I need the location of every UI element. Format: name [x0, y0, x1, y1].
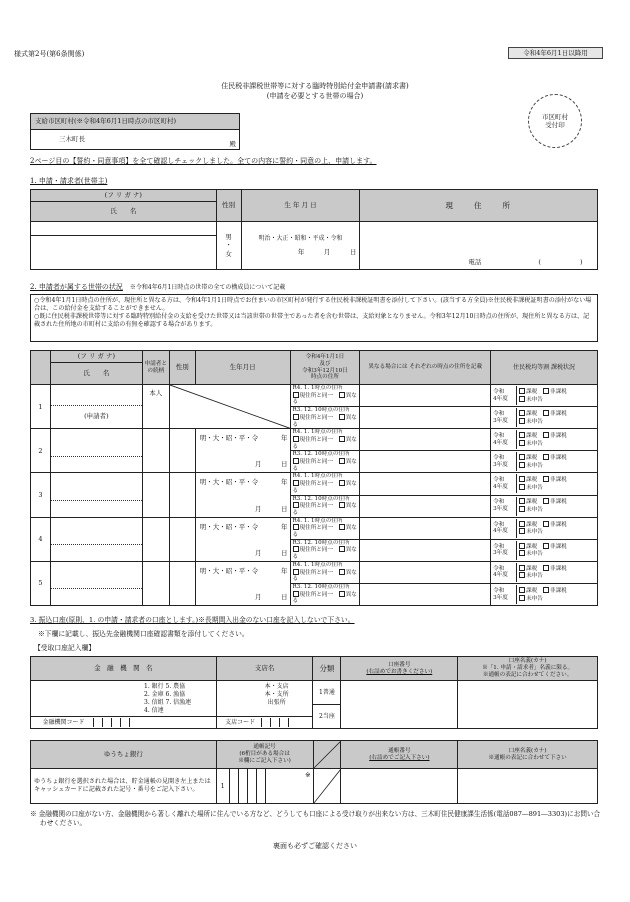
same-checkbox[interactable]	[293, 392, 299, 398]
same-checkbox[interactable]	[293, 480, 299, 486]
account-holder-input[interactable]	[458, 681, 598, 729]
diff-checkbox[interactable]	[339, 458, 345, 464]
diff-checkbox[interactable]	[339, 569, 345, 575]
address-input[interactable]	[360, 222, 598, 270]
member-tax-status[interactable]: 令和 3年度 課税 非課税 未申告	[491, 451, 598, 473]
furigana-input[interactable]	[31, 222, 217, 236]
col-dob: 生年月日	[195, 351, 290, 385]
bank-name-header: 金 融 機 関 名	[31, 657, 217, 681]
member-address-r3[interactable]: R3. 12. 10時点の住所 現住所と同一 異なる	[290, 583, 360, 605]
addressee-mayor-cell[interactable]	[31, 130, 240, 150]
member-address-r3[interactable]: R3. 12. 10時点の住所 現住所と同一 異なる	[290, 407, 360, 429]
passbook-symbol-header: 通帳記号 (6桁目がある場合は ※欄にご記入下さい)	[216, 741, 313, 769]
member-diff-address-r3[interactable]	[360, 583, 491, 605]
branch-header: 支店名	[216, 657, 313, 681]
taxed-checkbox[interactable]	[519, 498, 525, 504]
account-number-input[interactable]	[341, 681, 458, 729]
col-different-address: 異なる場合には それぞれの時点の住所を記載	[360, 351, 491, 385]
no-account-footnote: ※ 金融機関の口座がない方、金融機関から著しく離れた場所に住んでいる方など、どうしても口座による受け取りが出来ない方は、三木町住民健康課生活係(電話087―891―3303)にお問い合わせください。	[30, 810, 601, 828]
undeclared-checkbox[interactable]	[519, 396, 525, 402]
member-relationship[interactable]	[142, 517, 169, 561]
undeclared-checkbox[interactable]	[519, 462, 525, 468]
passbook-number-header: 通帳番号 (右詰めでご記入下さい)	[341, 741, 458, 769]
form-title: 住民税非課税世帯等に対する臨時特別給付金申請書(請求書)	[221, 82, 409, 90]
col-tax-status: 住民税均等割 課税状況	[491, 351, 598, 385]
member-tax-status[interactable]: 令和 4年度 課税 非課税 未申告	[491, 561, 598, 583]
member-name[interactable]	[50, 429, 142, 473]
form-number: 様式第2号(第6条関係)	[14, 50, 85, 58]
diff-checkbox[interactable]	[339, 502, 345, 508]
member-name[interactable]: (申請者)	[50, 385, 142, 429]
account-entry-label: 【受取口座記入欄】	[34, 644, 96, 652]
same-checkbox[interactable]	[293, 524, 299, 530]
confirmation-statement: 2ページ目の【誓約・同意事項】を全て確認しチェックしました。全ての内容に誓約・同意の上、申請します。	[30, 157, 377, 165]
member-row-number: 5	[31, 561, 51, 605]
household-row	[31, 473, 598, 495]
diff-checkbox[interactable]	[339, 524, 345, 530]
addressee-label: 支給市区町村(※令和4年6月1日時点の市区町村)	[31, 114, 240, 130]
diff-checkbox[interactable]	[339, 436, 345, 442]
member-tax-status[interactable]: 令和 4年度 課税 非課税 未申告	[491, 429, 598, 451]
name-input[interactable]	[31, 236, 217, 270]
col-address: 令和4年1月1日 及び 令和3年12月10日 時点の住所	[290, 351, 360, 385]
member-diff-address-r4[interactable]	[360, 561, 491, 583]
member-row-number: 4	[31, 517, 51, 561]
dob-header: 生 年 月 日	[241, 190, 360, 222]
member-dob[interactable]: 明・大・昭・平・令 年 月 日	[195, 473, 290, 517]
reception-stamp-circle	[528, 94, 582, 148]
taxed-checkbox[interactable]	[519, 587, 525, 593]
household-row	[31, 429, 598, 451]
nontaxed-checkbox[interactable]	[543, 388, 549, 394]
section3-note: ※下欄に記載し、振込先金融機関口座確認書類を添付してください。	[38, 630, 249, 638]
same-checkbox[interactable]	[293, 502, 299, 508]
nontaxed-checkbox[interactable]	[543, 565, 549, 571]
col-furigana: (フ リ ガ ナ)	[50, 351, 142, 363]
member-address-r3[interactable]: R3. 12. 10時点の住所 現住所と同一 異なる	[290, 451, 360, 473]
section1-title: 1. 申請・請求者(世帯主)	[30, 177, 108, 185]
nontaxed-checkbox[interactable]	[543, 521, 549, 527]
diff-checkbox[interactable]	[339, 414, 345, 420]
nontaxed-checkbox[interactable]	[543, 432, 549, 438]
bank-type-options: 1. 銀行 5. 農協 2. 金庫 6. 漁協 3. 信組 7. 信漁連 4. 信連	[144, 683, 192, 715]
address-header: 現 住 所	[360, 190, 598, 222]
member-row-number: 1	[31, 385, 51, 429]
name-header: 氏 名	[31, 202, 217, 222]
back-page-notice: 裏面も必ずご確認ください	[273, 842, 357, 850]
member-diff-address-r3[interactable]	[360, 539, 491, 561]
member-address-r3[interactable]: R3. 12. 10時点の住所 現住所と同一 異なる	[290, 495, 360, 517]
undeclared-checkbox[interactable]	[519, 440, 525, 446]
member-address-r4[interactable]: R4. 1. 1時点の住所 現住所と同一 異なる	[290, 473, 360, 495]
yucho-table	[30, 740, 598, 804]
member-name[interactable]	[50, 561, 142, 605]
member-tax-status[interactable]: 令和 4年度 課税 非課税 未申告	[491, 385, 598, 407]
member-relationship[interactable]	[142, 561, 169, 605]
member-address-r4[interactable]: R4. 1. 1時点の住所 現住所と同一 異なる	[290, 385, 360, 407]
member-name[interactable]	[50, 517, 142, 561]
member-tax-status[interactable]: 令和 3年度 課税 非課税 未申告	[491, 583, 598, 605]
phone-input[interactable]: ( )	[538, 257, 583, 266]
mayor-name: 三木町長	[59, 135, 85, 144]
member-diff-address-r3[interactable]	[360, 451, 491, 473]
sex-header: 性別	[216, 190, 241, 222]
member-row-number: 2	[31, 429, 51, 473]
section3-title: 3. 振込口座(原則、1. の申請・請求者の口座とします。)※長期間入出金のない口座を記入しないで下さい。	[30, 616, 355, 624]
taxed-checkbox[interactable]	[519, 521, 525, 527]
bank-code-row[interactable]: 金融機関コード	[31, 716, 216, 728]
undeclared-checkbox[interactable]	[519, 595, 525, 601]
taxed-checkbox[interactable]	[519, 565, 525, 571]
member-tax-status[interactable]: 令和 4年度 課税 非課税 未申告	[491, 517, 598, 539]
same-checkbox[interactable]	[293, 591, 299, 597]
passbook-symbol-input[interactable]: 1 ※	[216, 769, 313, 804]
col-no	[31, 351, 51, 385]
taxed-checkbox[interactable]	[519, 454, 525, 460]
honorific: 殿	[229, 139, 236, 148]
member-diff-address-r4[interactable]	[360, 385, 491, 407]
account-holder-header: 口座名義(カナ) ※「1. 申請・請求者」名義に限る。 ※通帳の表記に合わせてください。	[458, 657, 598, 681]
household-row	[31, 561, 598, 583]
nontaxed-checkbox[interactable]	[543, 410, 549, 416]
col-name: 氏 名	[50, 363, 142, 385]
notice-text-1: ○令和4年1月1日時点の住所が、現住所と異なる方は、令和4年1月1日時点でお住まいの市区町村が発行する住民税非課税証明書を添付して下さい。(該当する方全員)※住民税非課税証明書の添付がない場合は、この給付金を支給することができません。	[34, 297, 592, 312]
taxed-checkbox[interactable]	[519, 388, 525, 394]
same-checkbox[interactable]	[293, 546, 299, 552]
bank-account-table	[30, 656, 598, 729]
member-sex[interactable]	[169, 429, 195, 473]
nontaxed-checkbox[interactable]	[543, 454, 549, 460]
member-dob[interactable]: 明・大・昭・平・令 年 月 日	[195, 517, 290, 561]
type-toza[interactable]: 2当座	[313, 705, 341, 729]
member-address-r3[interactable]: R3. 12. 10時点の住所 現住所と同一 異なる	[290, 539, 360, 561]
member-sex-dob-na	[169, 385, 290, 429]
taxed-checkbox[interactable]	[519, 476, 525, 482]
member-sex[interactable]	[169, 517, 195, 561]
member-sex[interactable]	[169, 473, 195, 517]
same-checkbox[interactable]	[293, 458, 299, 464]
branch-type-options: 本・支店 本・支所 出張所	[264, 683, 289, 707]
diff-checkbox[interactable]	[339, 392, 345, 398]
undeclared-checkbox[interactable]	[519, 550, 525, 556]
household-row	[31, 385, 598, 407]
bank-name-input[interactable]	[31, 681, 217, 729]
member-tax-status[interactable]: 令和 4年度 課税 非課税 未申告	[491, 473, 598, 495]
taxed-checkbox[interactable]	[519, 432, 525, 438]
member-relationship: 本人	[142, 385, 169, 429]
member-tax-status[interactable]: 令和 3年度 課税 非課税 未申告	[491, 539, 598, 561]
diff-checkbox[interactable]	[339, 480, 345, 486]
effective-date-badge: 令和4年6月1日以降用	[508, 47, 603, 59]
member-dob[interactable]: 明・大・昭・平・令 年 月 日	[195, 429, 290, 473]
household-row	[31, 517, 598, 539]
col-relationship: 申請者との続柄	[142, 351, 169, 385]
branch-input[interactable]	[216, 681, 313, 729]
yucho-instruction: ゆうちょ銀行を選択された場合は、貯金通帳の見開き左上またはキャッシュカードに記載された記号・番号をご記入下さい。	[31, 769, 217, 804]
member-diff-address-r3[interactable]	[360, 407, 491, 429]
stamp-label-receipt: 受付印	[545, 121, 565, 130]
same-checkbox[interactable]	[293, 436, 299, 442]
taxed-checkbox[interactable]	[519, 543, 525, 549]
form-subtitle: (申請を必要とする世帯の場合)	[266, 92, 364, 100]
member-address-r4[interactable]: R4. 1. 1時点の住所 現住所と同一 異なる	[290, 429, 360, 451]
undeclared-checkbox[interactable]	[519, 506, 525, 512]
household-table	[30, 350, 598, 606]
type-futsu[interactable]: 1普通	[313, 681, 341, 705]
applicant-table	[30, 189, 598, 270]
nontaxed-checkbox[interactable]	[543, 543, 549, 549]
yucho-header: ゆうちょ銀行	[31, 741, 217, 769]
notice-text-2: ○既に住民税非課税世帯等に対する臨時特別給付金の支給を受けた世帯又は当該世帯の世帯主であった者を含む世帯は、支給対象となりません。令和3年12月10日時点の住所が、現住所と異なる方は、記載された住所地の市町村に支給の有無を確認する場合があります。	[34, 312, 590, 328]
same-checkbox[interactable]	[293, 414, 299, 420]
member-relationship[interactable]	[142, 473, 169, 517]
dob-input[interactable]: 明治・大正・昭和・平成・令和 年 月 日	[241, 222, 360, 270]
nontaxed-checkbox[interactable]	[543, 587, 549, 593]
col-sex: 性別	[169, 351, 195, 385]
type-header: 分類	[313, 657, 341, 681]
member-tax-status[interactable]: 令和 3年度 課税 非課税 未申告	[491, 495, 598, 517]
nontaxed-checkbox[interactable]	[543, 476, 549, 482]
yucho-holder-header: 口座名義(カナ) ※通帳の表記に合わせて下さい	[458, 741, 598, 769]
taxed-checkbox[interactable]	[519, 410, 525, 416]
member-relationship[interactable]	[142, 429, 169, 473]
member-diff-address-r4[interactable]	[360, 429, 491, 451]
phone-label: 電話	[468, 257, 482, 266]
member-sex[interactable]	[169, 561, 195, 605]
nontaxed-checkbox[interactable]	[543, 498, 549, 504]
yucho-holder-input[interactable]	[458, 769, 598, 804]
diff-checkbox[interactable]	[339, 546, 345, 552]
member-diff-address-r4[interactable]	[360, 517, 491, 539]
member-diff-address-r4[interactable]	[360, 473, 491, 495]
yucho-diag-cell	[313, 741, 341, 769]
notice-box	[30, 294, 598, 342]
same-checkbox[interactable]	[293, 569, 299, 575]
member-tax-status[interactable]: 令和 3年度 課税 非課税 未申告	[491, 407, 598, 429]
passbook-number-input[interactable]	[341, 769, 458, 804]
branch-code-row[interactable]: 支店コード	[217, 716, 313, 728]
member-address-r4[interactable]: R4. 1. 1時点の住所 現住所と同一 異なる	[290, 561, 360, 583]
undeclared-checkbox[interactable]	[519, 528, 525, 534]
member-row-number: 3	[31, 473, 51, 517]
member-address-r4[interactable]: R4. 1. 1時点の住所 現住所と同一 異なる	[290, 517, 360, 539]
undeclared-checkbox[interactable]	[519, 572, 525, 578]
addressee-box	[30, 113, 240, 150]
undeclared-checkbox[interactable]	[519, 418, 525, 424]
furigana-header: (フ リ ガ ナ)	[31, 190, 217, 202]
section2-title: 2. 申請者が属する世帯の状況 ※令和4年6月1日時点の世帯の全ての構成員について記載	[30, 283, 286, 291]
yucho-diag-cell-2	[313, 769, 341, 804]
member-diff-address-r3[interactable]	[360, 495, 491, 517]
member-dob[interactable]: 明・大・昭・平・令 年 月 日	[195, 561, 290, 605]
undeclared-checkbox[interactable]	[519, 484, 525, 490]
account-number-header: 口座番号 (右詰めでお書きください)	[341, 657, 458, 681]
diff-checkbox[interactable]	[339, 591, 345, 597]
sex-select[interactable]: 男 ・ 女	[216, 222, 241, 270]
stamp-label-municipality: 市区町村	[542, 113, 568, 121]
member-name[interactable]	[50, 473, 142, 517]
